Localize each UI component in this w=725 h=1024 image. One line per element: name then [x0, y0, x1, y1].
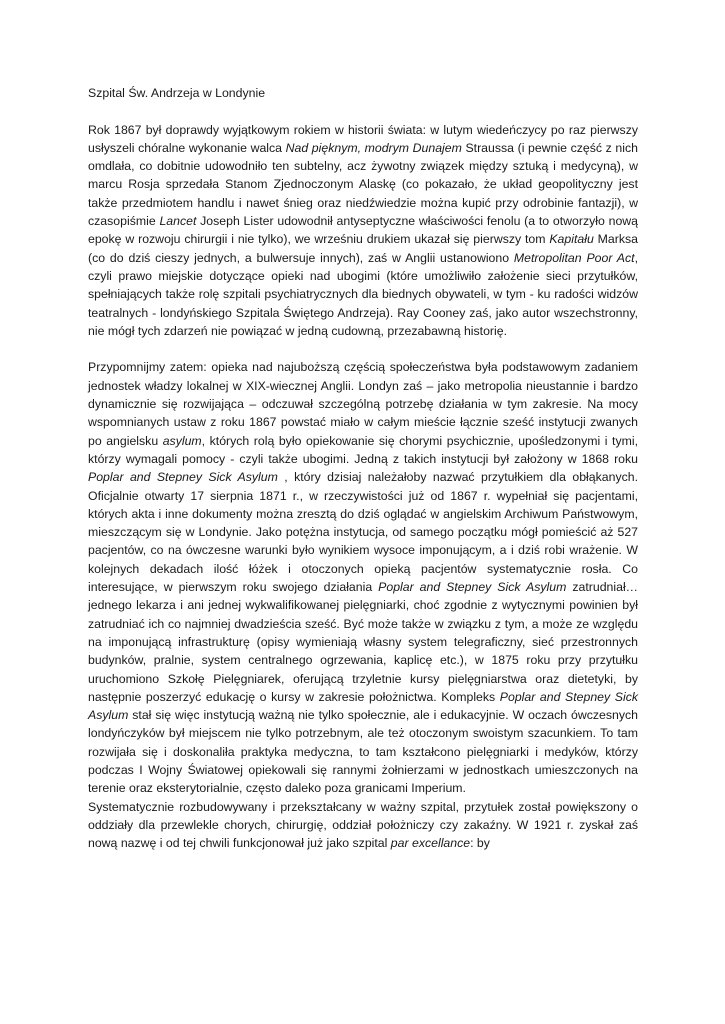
italic-text: Metropolitan Poor Act: [513, 250, 635, 265]
text-run: Marksa (co do dziś cieszy jednych, a bulwersuje innych), zaś w Anglii ustanowiono: [88, 232, 638, 265]
text-run: Straussa (i pewnie część z nich omdlała, co dobitnie udowodniło ten subtelny, acz żywotny związek między sztuką i medycyną), w marcu Rosja sprzedała Stanom Zjednoczonym Alaskę (co pokazało, że układ geopolityczny jest także przedmiotem handlu i nawet śnieg oraz niedźwiedzie można kupić przy odrobinie fantazji), w czasopiśmie: [88, 140, 638, 229]
italic-text: Nad pięknym, modrym Dunajem: [285, 140, 462, 155]
italic-text: Lancet: [159, 214, 197, 229]
text-run: Przypomnijmy zatem: opieka nad najuboższą częścią społeczeństwa była podstawowym zadaniem jednostek władzy lokalnej w XIX-wiecznej Anglii. Londyn zaś – jako metropolia nieustannie i bardzo dynamicznie się rozwijająca – odczuwał szczególną potrzebę działania w tym zakresie. Na mocy wspomnianych ustaw z roku 1867 powstać miało w całym mieście łącznie sześć instytucji zwanych po angielsku: [88, 360, 638, 448]
italic-text: Poplar and Stepney Sick Asylum: [378, 580, 567, 595]
paragraph: [88, 358, 638, 797]
text-run: , których rolą było opiekowanie się chorymi psychicznie, upośledzonymi i tymi, którzy wymagali pomocy - czyli także ubogimi. Jedną z takich instytucji był założony w 1868 roku: [88, 433, 638, 466]
text-run: , czyli prawo miejskie dotyczące opieki nad ubogimi (które umożliwiło założenie sieci przytułków, spełniających także rolę szpitali psychiatrycznych dla biednych obywateli, w tym - ku radości widzów teatralnych - londyńskiego Szpitala Świętego Andrzeja). Ray Cooney zaś, jako autor wszechstronny, nie mógł tych zdarzeń nie powiązać w jedną cudowną, przezabawną historię.: [88, 250, 638, 338]
text-run: Systematycznie rozbudowywany i przekształcany w ważny szpital, przytułek został powiększony o oddziały dla przewlekle chorych, chirurgię, oddział położniczy czy zakaźny. W 1921 r. zyskał zaś nową nazwę i od tej chwili funkcjonował już jako szpital: [88, 799, 638, 851]
document-page: [88, 84, 638, 852]
text-run: Joseph Lister udowodnił antyseptyczne właściwości fenolu (a to otworzyło nową epokę w rozwoju chirurgii i nie tylko), we wrześniu drukiem ukazał się pierwszy tom: [88, 214, 638, 247]
italic-text: Poplar and Stepney Sick Asylum: [88, 470, 278, 485]
text-run: : by: [470, 836, 490, 851]
text-run: , który dzisiaj należałoby nazwać przytułkiem dla obłąkanych. Oficjalnie otwarty 17 sierpnia 1871 r., w rzeczywistości już od 1867 r. wypełniał się pacjentami, których akta i inne dokumenty można zresztą do dziś oglądać w angielskim Archiwum Państwowym, mieszczącym się w Londynie. Jako potężna instytucja, od samego początku mógł pomieścić aż 527 pacjentów, co na ówczesne warunki było wynikiem wysoce imponującym, a i dziś robi wrażenie. W kolejnych dekadach ilość łóżek i otoczonych opieką pacjentów systematycznie rosła. Co interesujące, w pierwszym roku swojego działania: [88, 470, 638, 595]
text-run: stał się więc instytucją ważną nie tylko społecznie, ale i edukacyjnie. W oczach ówczesnych londyńczyków był miejscem nie tylko potrzebnym, ale też otoczonym swoistym szacunkiem. To tam rozwijała się i doskonaliła praktyka medyczna, to tam kształcono pielęgniarki i medyków, którzy podczas I Wojny Światowej opiekowali się rannymi żołnierzami w jednostkach umieszczonych na terenie oraz eksterytorialnie, często daleko poza granicami Imperium.: [88, 708, 638, 796]
italic-text: Poplar and Stepney Sick Asylum: [88, 689, 638, 723]
paragraph: [88, 121, 638, 341]
paragraph: [88, 798, 638, 853]
text-run: zatrudniał… jednego lekarza i ani jednej wykwalifikowanej pielęgniarki, choć zgodnie z wytycznymi powinien był zatrudniać ich co najmniej dwadzieścia sześć. Być może także w związku z tym, a może ze względu na imponującą infrastrukturę (opisy wymieniają własny system telegraficzny, sieć przestronnych budynków, pralnie, system centralnego ogrzewania, kaplicę etc.), w 1875 roku przy przytułku uruchomiono Szkołę Pielęgniarek, oferującą trzyletnie kursy pielęgniarstwa oraz dietetyki, by następnie poszerzyć edukację o kursy w zakresie położnictwa. Kompleks: [88, 580, 638, 704]
document-title: Szpital Św. Andrzeja w Londynie: [88, 86, 266, 100]
italic-text: Kapitału: [549, 232, 594, 247]
italic-text: par excellance: [390, 836, 471, 851]
italic-text: asylum: [162, 433, 202, 448]
text-run: Rok 1867 był doprawdy wyjątkowym rokiem w historii świata: w lutym wiedeńczycy po raz pierwszy usłyszeli chóralne wykonanie walca: [88, 122, 638, 155]
document-body: [88, 121, 638, 853]
